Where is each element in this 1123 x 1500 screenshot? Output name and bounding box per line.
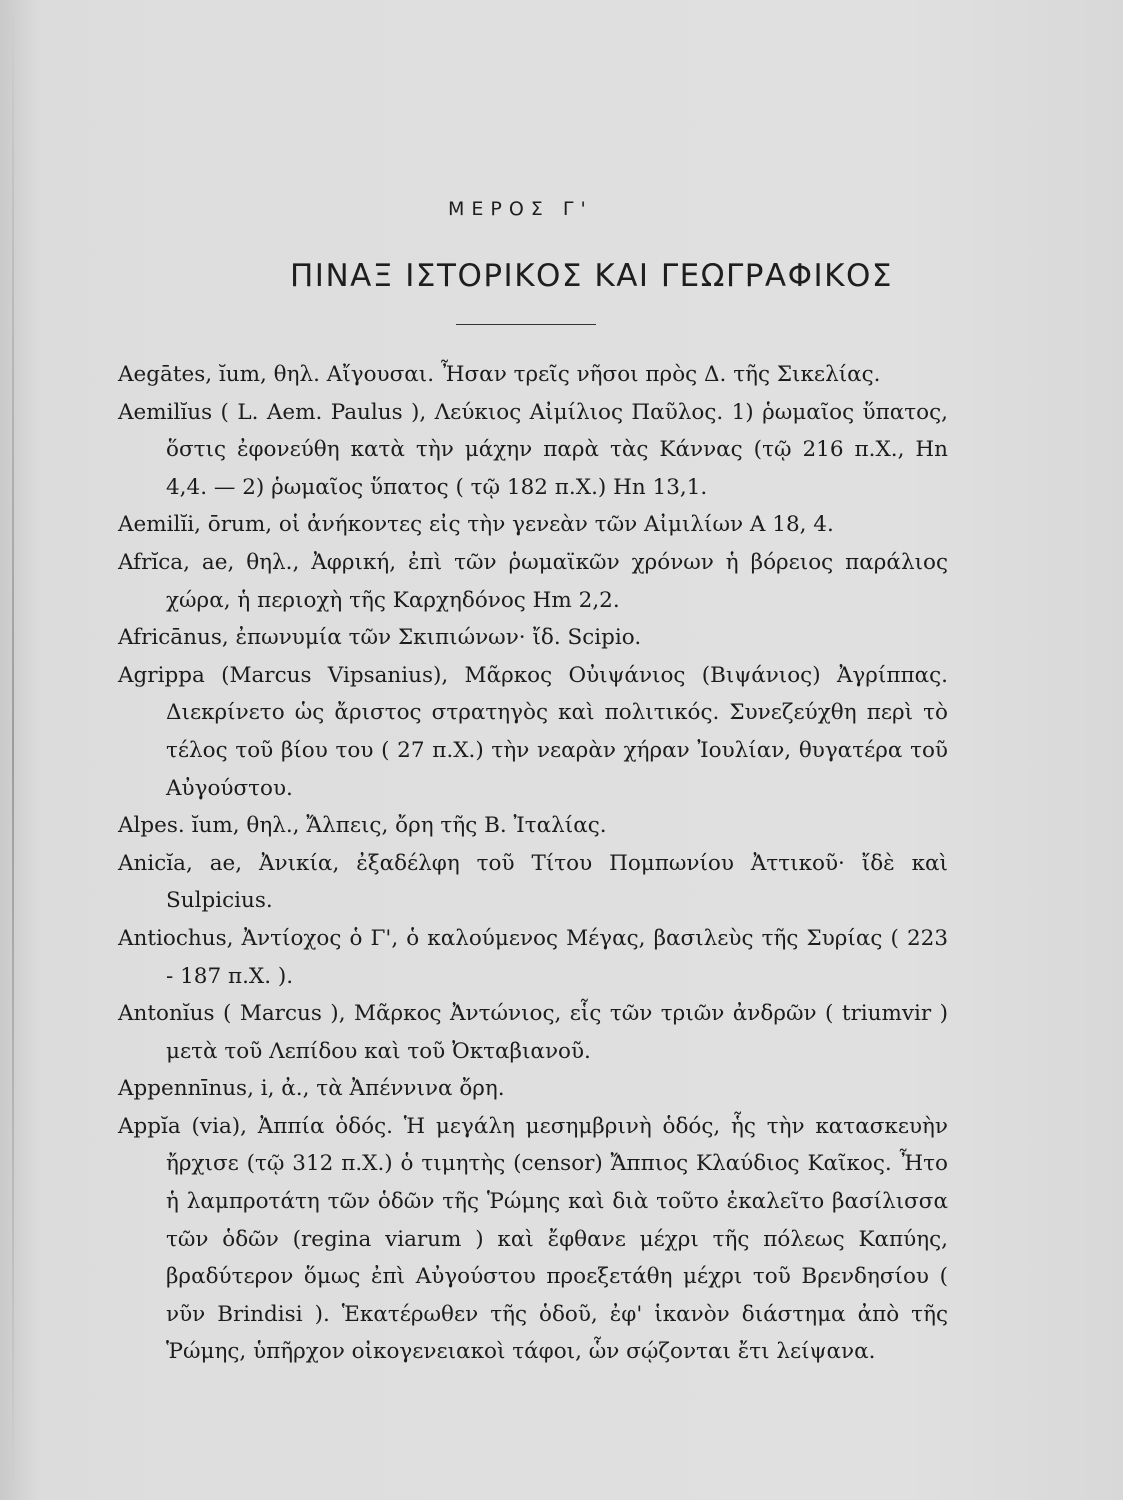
- glossary-entry-africanus: Africānus, ἐπωνυμία τῶν Σκιπιώνων· ἴδ. Scipio.: [118, 625, 642, 651]
- page-title: ΠΙΝΑΞ ΙΣΤΟΡΙΚΟΣ ΚΑΙ ΓΕΩΓΡΑΦΙΚΟΣ: [290, 258, 893, 294]
- binding-gutter: [12, 0, 14, 1500]
- glossary-entry-aemilius: Aemilĭus ( L. Aem. Paulus ), Λεύκιος Αἰμίλιος Παῦλος. 1) ῥωμαῖος ὕπατος, ὅστις ἐφονεύθη κατὰ τὴν μάχην παρὰ τὰς Κάννας (τῷ 216 π.Χ., Hn 4,4. — 2) ῥωμαῖος ὕπατος ( τῷ 182 π.Χ.) Hn 13,1.: [118, 399, 948, 500]
- glossary-entry-africa: Afrĭca, ae, θηλ., Ἀφρική, ἐπὶ τῶν ῥωμαϊκῶν χρόνων ἡ βόρειος παράλιος χώρα, ἡ περιοχὴ τῆς Καρχηδόνος Hm 2,2.: [118, 549, 948, 613]
- glossary-entry-aemilii: Aemilĭi, ōrum, οἱ ἀνήκοντες εἰς τὴν γενεὰν τῶν Αἰμιλίων A 18, 4.: [118, 512, 834, 538]
- part-label: ΜΕΡΟΣ Γ': [448, 198, 593, 220]
- glossary-entry-aegates: Aegātes, ĭum, θηλ. Αἴγουσαι. Ἦσαν τρεῖς νῆσοι πρὸς Δ. τῆς Σικελίας.: [118, 362, 881, 387]
- title-underline: [456, 324, 596, 325]
- glossary-entry-appia: Appĭa (via), Ἀππία ὁδός. Ἡ μεγάλη μεσημβρινὴ ὁδός, ἧς τὴν κατασκευὴν ἤρχισε (τῷ 312 π.Χ.) ὁ τιμητὴς (censor) Ἄππιος Κλαύδιος Καῖκος. Ἦτο ἡ λαμπροτάτη τῶν ὁδῶν τῆς Ῥώμης καὶ διὰ τοῦτο ἐκαλεῖτο βασίλισσα τῶν ὁδῶν (regina viarum ) καὶ ἔφθανε μέχρι τῆς πόλεως Καπύης, βραδύτερον ὅμως ἐπὶ Αὐγούστου προεξετάθη μέχρι τοῦ Βρενδησίου ( νῦν Brindisi ). Ἑκατέρωθεν τῆς ὁδοῦ, ἐφ' ἱκανὸν διάστημα ἀπὸ τῆς Ῥώμης, ὑπῆρχον οἰκογενειακοὶ τάφοι, ὧν σῴζονται ἔτι λείψανα.: [118, 1113, 948, 1365]
- glossary-entries: [118, 356, 948, 1371]
- glossary-entry-appenninus: Appennīnus, i, ἀ., τὰ Ἀπέννινα ὄρη.: [118, 1076, 505, 1102]
- glossary-entry-antiochus: Antiochus, Ἀντίοχος ὁ Γ', ὁ καλούμενος Μέγας, βασιλεὺς τῆς Συρίας ( 223 - 187 π.Χ. ).: [118, 925, 948, 989]
- glossary-entry-agrippa: Agrippa (Marcus Vipsanius), Μᾶρκος Οὐιψάνιος (Βιψάνιος) Ἀγρίππας. Διεκρίνετο ὡς ἄριστος στρατηγὸς καὶ πολιτικός. Συνεζεύχθη περὶ τὸ τέλος τοῦ βίου του ( 27 π.Χ.) τὴν νεαρὰν χήραν Ἰουλίαν, θυγατέρα τοῦ Αὐγούστου.: [118, 662, 948, 801]
- glossary-entry-antonius: Antonĭus ( Marcus ), Μᾶρκος Ἀντώνιος, εἷς τῶν τριῶν ἀνδρῶν ( triumvir ) μετὰ τοῦ Λεπίδου καὶ τοῦ Ὀκταβιανοῦ.: [118, 1001, 948, 1064]
- glossary-entry-anicia: Anicĭa, ae, Ἀνικία, ἐξαδέλφη τοῦ Τίτου Πομπωνίου Ἀττικοῦ· ἴδὲ καὶ Sulpicius.: [118, 850, 948, 914]
- glossary-entry-alpes: Alpes. ĭum, θηλ., Ἄλπεις, ὄρη τῆς Β. Ἰταλίας.: [118, 813, 607, 839]
